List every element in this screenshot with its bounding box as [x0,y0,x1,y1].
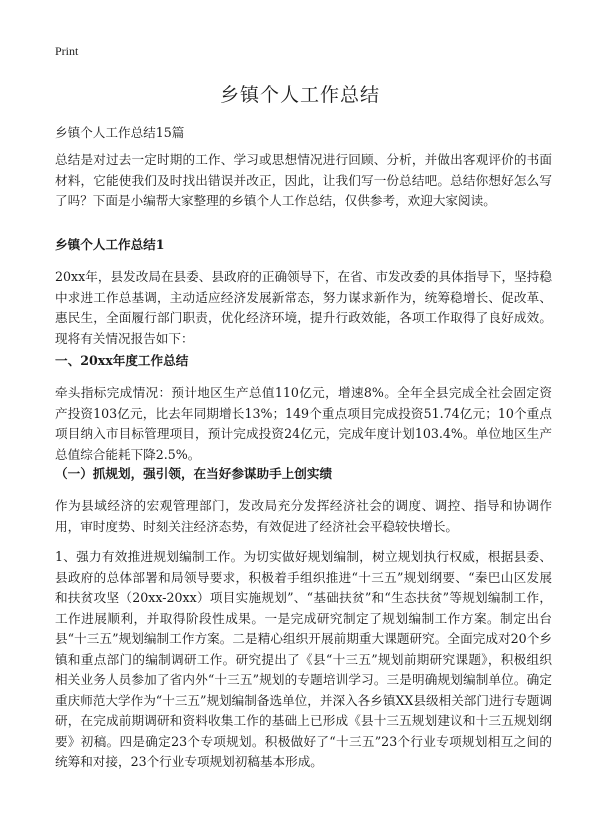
paragraph-4: 1、强力有效推进规划编制工作。为切实做好规划编制，树立规划执行权威，根据县委、县政府的总体部署和局领导要求，积极着手组织推进“十三五”规划纲要、“秦巴山区发展和扶贫攻坚（20xx-20xx）项目实施规划”、“基础扶贫”和“生态扶贫”等规划编制工作，工作进展顺利，并取得阶段性成果。一是完成研究制定了规划编制工作方案。制定出台县“十三五”规划编制工作方案。二是精心组织开展前期重大课题研究。全面完成对20个乡镇和重点部门的编制调研工作。研究提出了《县“十三五”规划前期研究课题》，积极组织相关业务人员参加了省内外“十三五”规划的专题培训学习。三是明确规划编制单位。确定重庆师范大学作为“十三五”规划编制备选单位，并深入各乡镇XX县级相关部门进行专题调研，在完成前期调研和资料收集工作的基础上已形成《县十三五规划建议和十三五规划纲要》初稿。四是确定23个专项规划。积极做好了“十三五”23个行业专项规划相互之间的统筹和对接，23个行业专项规划初稿基本形成。 [55,549,552,769]
intro-paragraph: 总结是对过去一定时期的工作、学习或思想情况进行回顾、分析，并做出客观评价的书面材料，它能使我们及时找出错误并改正，因此，让我们写一份总结吧。总结你想好怎么写了吗？下面是小编帮大家整理的乡镇个人工作总结，仅供参考，欢迎大家阅读。 [55,152,552,208]
section-heading-2: 一、20xx年度工作总结 [55,353,189,368]
section-heading-3: （一）抓规划，强引领，在当好参谋助手上创实绩 [55,466,333,481]
document-subtitle: 乡镇个人工作总结15篇 [55,125,185,140]
document-title: 乡镇个人工作总结 [219,84,380,106]
paragraph-1: 20xx年，县发改局在县委、县政府的正确领导下，在省、市发改委的具体指导下，坚持稳中求进工作总基调，主动适应经济发展新常态，努力谋求新作为，统筹稳增长、促改革、惠民生，全面履行部门职责，优化经济环境，提升行政效能，各项工作取得了良好成效。现将有关情况报告如下： [55,269,552,346]
paragraph-3: 作为县域经济的宏观管理部门，发改局充分发挥经济社会的调度、调控、指导和协调作用，审时度势、时刻关注经济态势，有效促进了经济社会平稳较快增长。 [55,498,552,534]
paragraph-2: 牵头指标完成情况：预计地区生产总值110亿元，增速8%。全年全县完成全社会固定资产投资103亿元，比去年同期增长13%；149个重点项目完成投资51.74亿元；10个重点项目纳入市目标管理项目，预计完成投资24亿元，完成年度计划103.4%。单位地区生产总值综合能耗下降2.5%。 [55,385,552,462]
print-link[interactable]: Print [55,44,79,58]
section-heading-1: 乡镇个人工作总结1 [55,237,165,252]
